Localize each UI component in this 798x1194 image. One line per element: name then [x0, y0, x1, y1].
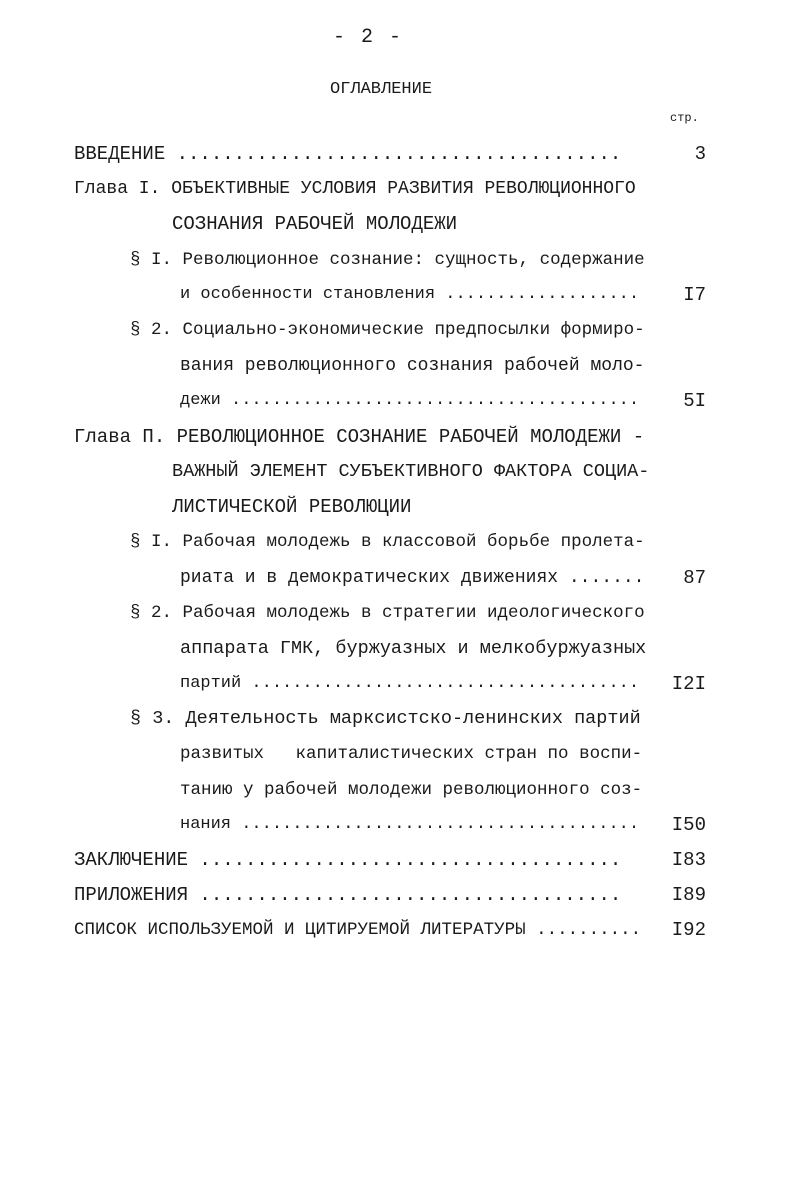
toc-ch1-section2-line3: дежи ........................................	[180, 391, 640, 410]
toc-chapter2-line3: ЛИСТИЧЕСКОЙ РЕВОЛЮЦИИ	[172, 496, 412, 518]
toc-heading: ОГЛАВЛЕНИЕ	[330, 80, 433, 99]
toc-ch2-section1-page: 87	[683, 567, 706, 589]
toc-ch1-section1-page: I7	[683, 284, 706, 306]
toc-ch2-section2-line2: аппарата ГМК, буржуазных и мелкобуржуазных	[180, 638, 647, 659]
toc-conclusion-page: I83	[671, 849, 706, 871]
toc-ch2-section1-line2: риата и в демократических движениях .......	[180, 568, 645, 588]
toc-bibliography-text: СПИСОК ИСПОЛЬЗУЕМОЙ И ЦИТИРУЕМОЙ ЛИТЕРАТУРЫ ..........	[74, 920, 642, 940]
toc-conclusion-text: ЗАКЛЮЧЕНИЕ .....................................	[74, 849, 622, 871]
toc-ch2-section1-line1: § I. Рабочая молодежь в классовой борьбе пролета-	[130, 532, 645, 552]
toc-ch1-section1-line2: и особенности становления ...................	[180, 285, 640, 304]
toc-ch1-section2-page: 5I	[683, 390, 706, 412]
toc-appendices-text: ПРИЛОЖЕНИЯ .....................................	[74, 884, 622, 906]
toc-intro-text: ВВЕДЕНИЕ .......................................	[74, 143, 622, 165]
toc-appendices-page: I89	[671, 884, 706, 906]
page-column-label: стр.	[670, 111, 699, 125]
toc-ch2-section3-line4: нания .......................................	[180, 815, 640, 834]
toc-ch1-section2-line1: § 2. Социально-экономические предпосылки формиро-	[130, 320, 645, 340]
toc-ch2-section3-line2: развитых капиталистических стран по воспи-	[180, 744, 643, 764]
toc-chapter1-line1: Глава I. ОБЪЕКТИВНЫЕ УСЛОВИЯ РАЗВИТИЯ РЕВОЛЮЦИОННОГО	[74, 179, 636, 199]
toc-ch2-section3-line3: танию у рабочей молодежи революционного соз-	[180, 780, 643, 800]
toc-bibliography-page: I92	[671, 919, 706, 941]
toc-intro-page: 3	[694, 143, 706, 165]
toc-ch2-section2-page: I2I	[671, 673, 706, 695]
toc-ch2-section2-line3: партий ......................................	[180, 674, 640, 693]
page-number: - 2 -	[333, 26, 404, 49]
toc-ch2-section2-line1: § 2. Рабочая молодежь в стратегии идеологического	[130, 603, 645, 623]
toc-ch1-section1-line1: § I. Революционное сознание: сущность, содержание	[130, 250, 645, 270]
toc-chapter2-line1: Глава П. РЕВОЛЮЦИОННОЕ СОЗНАНИЕ РАБОЧЕЙ МОЛОДЕЖИ -	[74, 426, 645, 448]
toc-ch1-section2-line2: вания революционного сознания рабочей моло-	[180, 356, 645, 376]
toc-chapter1-line2: СОЗНАНИЯ РАБОЧЕЙ МОЛОДЕЖИ	[172, 213, 458, 235]
toc-ch2-section3-page: I50	[671, 814, 706, 836]
toc-ch2-section3-line1: § 3. Деятельность марксистско-ленинских партий	[130, 708, 641, 729]
toc-chapter2-line2: ВАЖНЫЙ ЭЛЕМЕНТ СУБЪЕКТИВНОГО ФАКТОРА СОЦИА-	[172, 461, 650, 482]
